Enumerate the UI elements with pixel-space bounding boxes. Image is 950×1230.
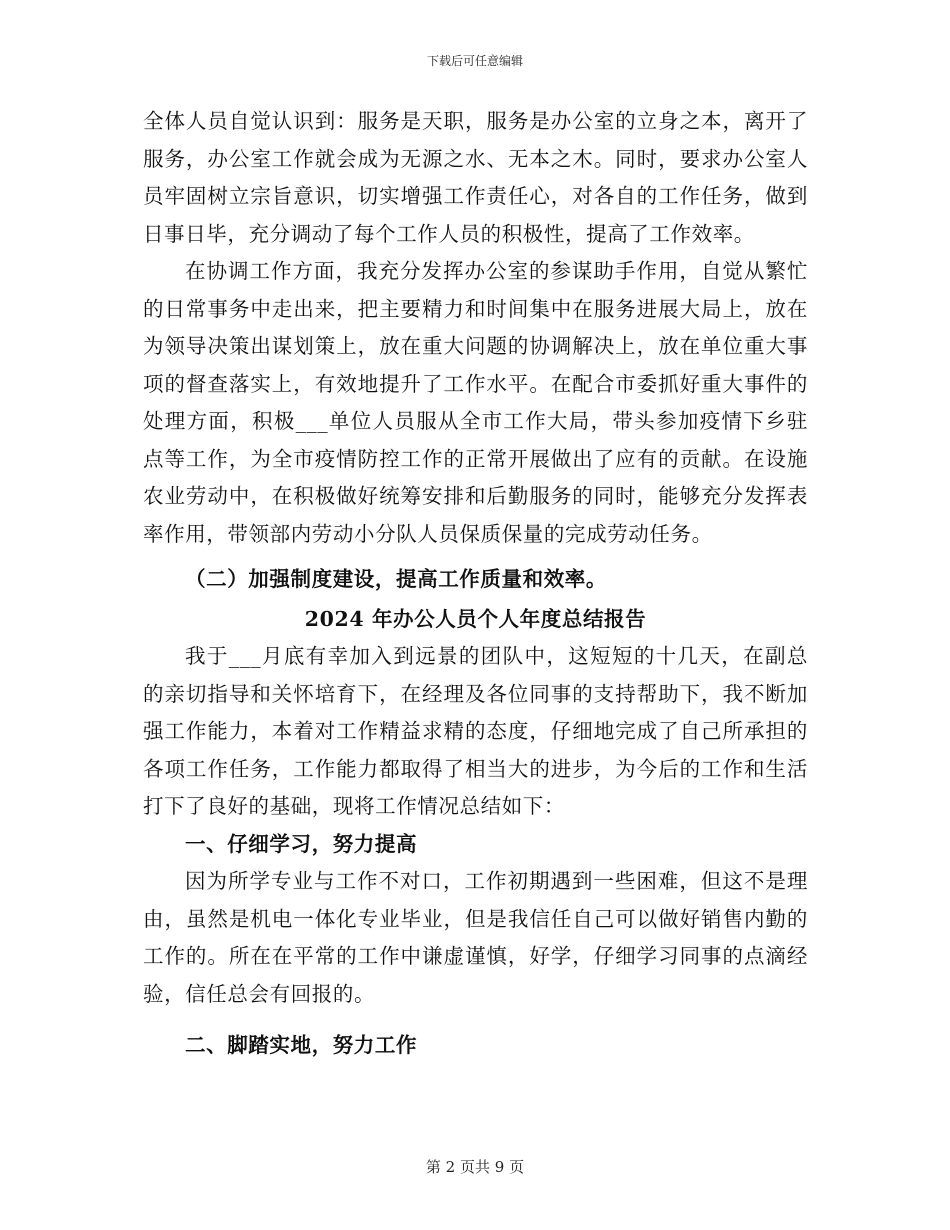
paragraph-coordination-work: 在协调工作方面，我充分发挥办公室的参谋助手作用，自觉从繁忙的日常事务中走出来，把主要精力和时间集中在服务进展大局上，放在为领导决策出谋划策上，放在重大问题的协调解决上，放在单位重大事项的督查落实上，有效地提升了工作水平。在配合市委抓好重大事件的处理方面，积极___单位人员服从全市工作大局，带头参加疫情下乡驻点等工作，为全市疫情防控工作的正常开展做出了应有的贡献。在设施农业劳动中，在积极做好统筹安排和后勤服务的同时，能够充分发挥表率作用，带领部内劳动小分队人员保质保量的完成劳动任务。 [143,259,808,546]
page-number: 第 2 页共 9 页 [425,1158,525,1176]
paragraph-service-awareness: 全体人员自觉认识到：服务是天职，服务是办公室的立身之本，离开了服务，办公室工作就会成为无源之水、无本之木。同时，要求办公室人员牢固树立宗旨意识，切实增强工作责任心，对各自的工作任务，做到日事日毕，充分调动了每个工作人员的积极性，提高了工作效率。 [143,109,808,246]
section-heading-study: 一、仔细学习，努力提高 [185,831,418,856]
section-heading-work: 二、脚踏实地，努力工作 [185,1033,418,1057]
page-header: 下载后可任意编辑 [426,54,523,68]
section-heading-system-building: （二）加强制度建设，提高工作质量和效率。 [185,567,607,591]
paragraph-introduction: 我于___月底有幸加入到远景的团队中，这短短的十几天，在副总的亲切指导和关怀培育下，在经理及各位同事的支持帮助下，我不断加强工作能力，本着对工作精益求精的态度，仔细地完成了自己所承担的各项工作任务，工作能力都取得了相当大的进步，为今后的工作和生活打下了良好的基础，现将工作情况总结如下： [143,644,808,818]
paragraph-study: 因为所学专业与工作不对口，工作初期遇到一些困难，但这不是理由，虽然是机电一体化专业毕业，但是我信任自己可以做好销售内勤的工作的。所在在平常的工作中谦虚谨慎，好学，仔细学习同事的点滴经验，信任总会有回报的。 [143,869,808,1006]
document-body [143,103,808,1065]
document-title: 2024 年办公人员个人年度总结报告 [304,606,647,631]
